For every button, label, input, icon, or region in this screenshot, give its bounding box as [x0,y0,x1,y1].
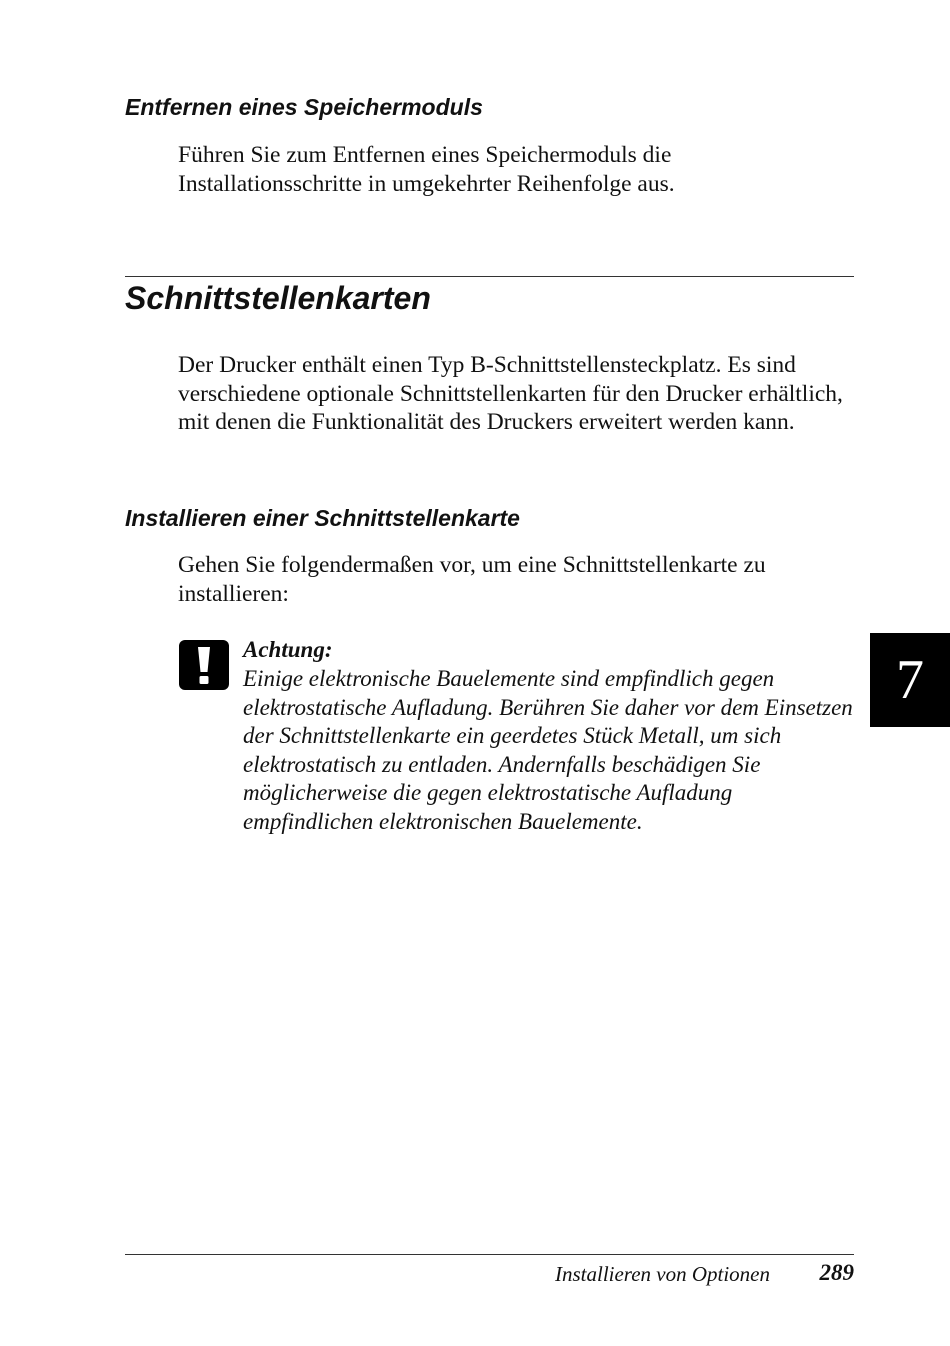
section-heading-interface-cards: Schnittstellenkarten [125,280,431,316]
chapter-tab: 7 [870,633,950,727]
page-number: 289 [819,1260,854,1285]
section-heading-remove-memory: Entfernen eines Speichermoduls [125,94,483,120]
exclamation-icon [179,640,229,690]
caution-title: Achtung: [243,637,333,662]
section-paragraph-remove-memory: Führen Sie zum Entfernen eines Speichermoduls die Installationsschritte in umgekehrter Reihenfolge aus. [178,142,675,197]
section-paragraph-install-interface-card: Gehen Sie folgendermaßen vor, um eine Schnittstellenkarte zu installieren: [178,552,766,607]
footer-divider [125,1254,854,1255]
footer-title: Installieren von Optionen [554,1262,770,1286]
caution-text: Einige elektronische Bauelemente sind empfindlich gegen elektrostatische Aufladung. Berühren Sie daher vor dem Einsetzen der Schnittstellenkarte ein geerdetes Stück Metall, um sich elektrostatisch zu entladen. Andernfalls beschädigen Sie möglicherweise die gegen elektrostatische Aufladung empfindlichen elektronischen Bauelemente. [243,666,853,834]
section-heading-install-interface-card: Installieren einer Schnittstellenkarte [125,505,520,531]
section-divider [125,276,854,277]
section-paragraph-interface-cards: Der Drucker enthält einen Typ B-Schnittstellensteckplatz. Es sind verschiedene optionale Schnittstellenkarten für den Drucker erhältlich, mit denen die Funktionalität des Druckers erweitert werden kann. [178,352,843,435]
